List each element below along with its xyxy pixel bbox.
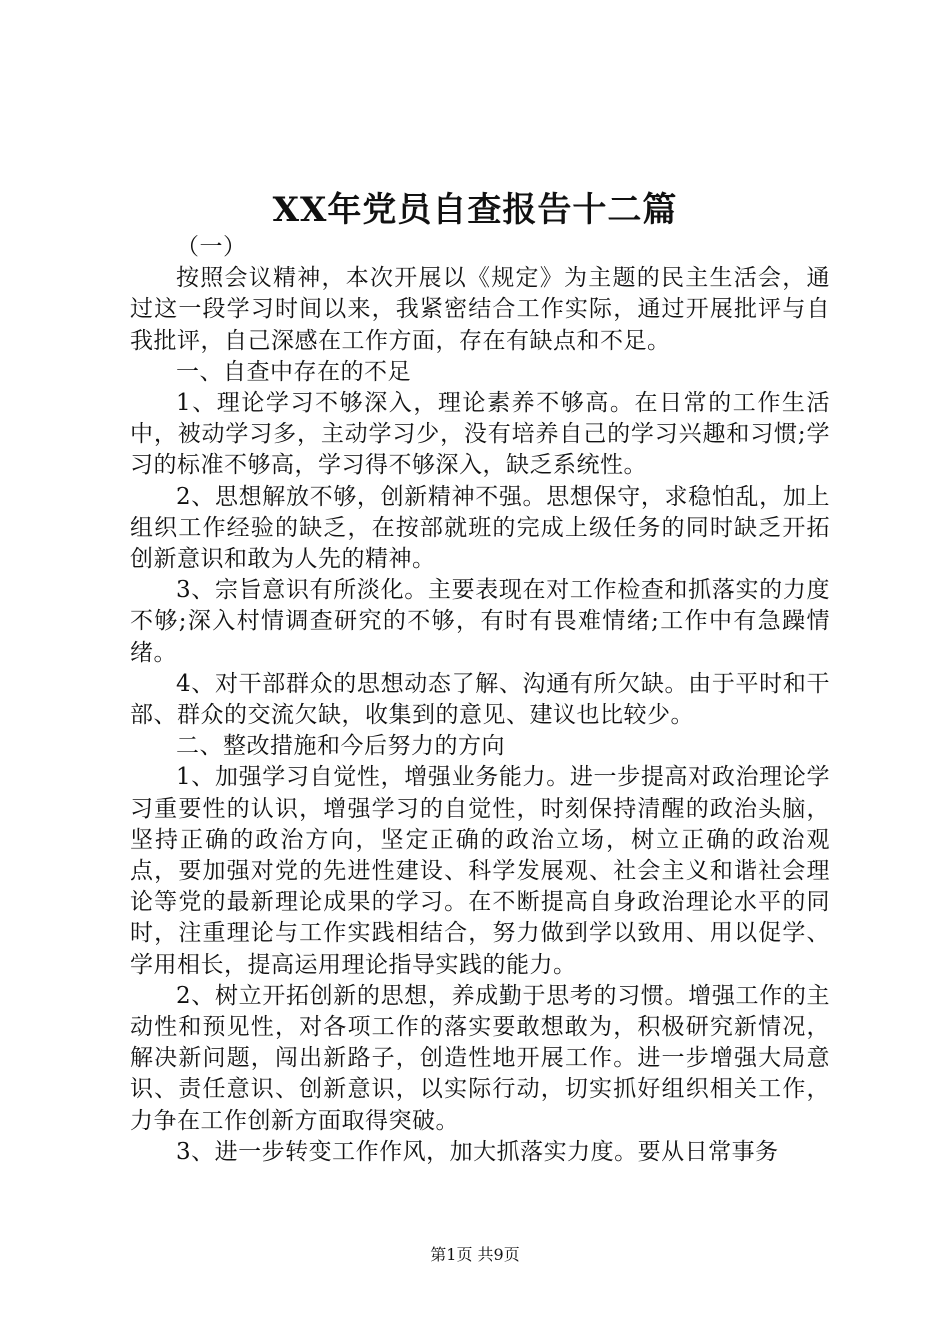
measure-item-1: 1、加强学习自觉性，增强业务能力。进一步提高对政治理论学习重要性的认识，增强学习的自觉性，时刻保持清醒的政治头脑，坚持正确的政治方向，坚定正确的政治立场，树立正确的政治观点，要加强对党的先进性建设、科学发展观、社会主义和谐社会理论等党的最新理论成果的学习。在不断提高自身政治理论水平的同时，注重理论与工作实践相结合，努力做到学以致用、用以促学、学用相长，提高运用理论指导实践的能力。 <box>130 764 830 978</box>
measure-item-3: 3、进一步转变工作作风，加大抓落实力度。要从日常事务 <box>176 1138 779 1165</box>
shortcoming-item-2: 2、思想解放不够，创新精神不强。思想保守，求稳怕乱，加上组织工作经验的缺乏，在按部就班的完成上级任务的同时缺乏开拓创新意识和敢为人先的精神。 <box>130 483 830 573</box>
shortcoming-item-1: 1、理论学习不够深入，理论素养不够高。在日常的工作生活中，被动学习多，主动学习少，没有培养自己的学习兴趣和习惯;学习的标准不够高，学习得不够深入，缺乏系统性。 <box>130 390 830 479</box>
section-marker: （一） <box>176 234 247 260</box>
page-footer: 第1页 共9页 <box>430 1245 520 1264</box>
shortcoming-item-3: 3、宗旨意识有所淡化。主要表现在对工作检查和抓落实的力度不够;深入村情调查研究的不够，有时有畏难情绪;工作中有急躁情绪。 <box>130 577 830 666</box>
document-title: XX年党员自查报告十二篇 <box>272 190 678 230</box>
section-heading-shortcomings: 一、自查中存在的不足 <box>176 358 411 385</box>
shortcoming-item-4: 4、对干部群众的思想动态了解、沟通有所欠缺。由于平时和干部、群众的交流欠缺，收集到的意见、建议也比较少。 <box>130 670 830 729</box>
document-body <box>130 232 830 1168</box>
section-heading-measures: 二、整改措施和今后努力的方向 <box>176 733 505 760</box>
intro-paragraph: 按照会议精神，本次开展以《规定》为主题的民主生活会，通过这一段学习时间以来，我紧密结合工作实际，通过开展批评与自我批评，自己深感在工作方面，存在有缺点和不足。 <box>130 265 830 354</box>
measure-item-2: 2、树立开拓创新的思想，养成勤于思考的习惯。增强工作的主动性和预见性，对各项工作的落实要敢想敢为，积极研究新情况，解决新问题，闯出新路子，创造性地开展工作。进一步增强大局意识、责任意识、创新意识，以实际行动，切实抓好组织相关工作，力争在工作创新方面取得突破。 <box>130 982 830 1134</box>
